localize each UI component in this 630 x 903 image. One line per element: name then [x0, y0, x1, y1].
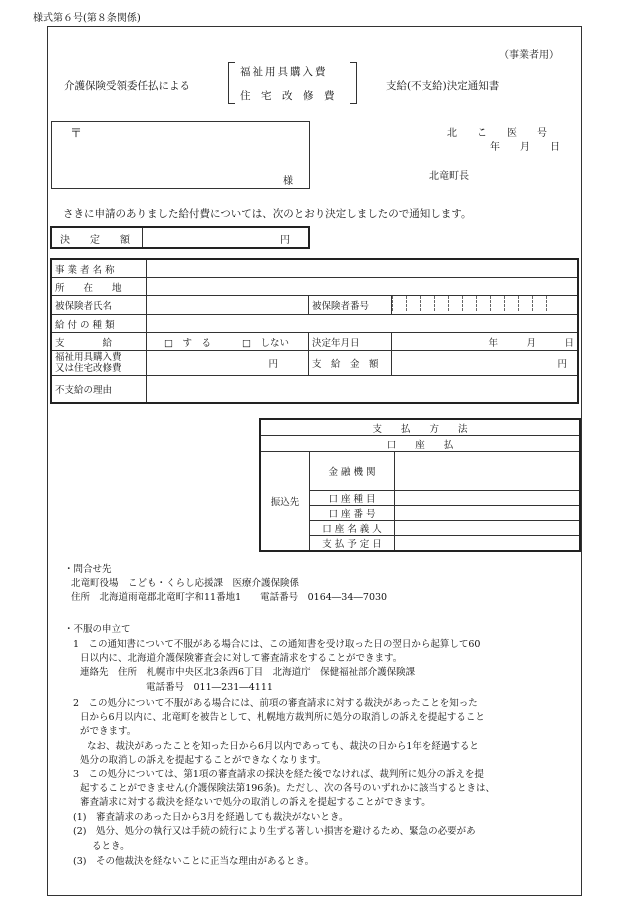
intro-text: さきに申請のありました給付費については、次のとおり決定しましたので通知します。: [63, 208, 472, 220]
decision-date-units: 年 月 日: [392, 333, 579, 351]
appeal-line-11: 起することができません(介護保険法第196条)。ただし、次の各号のいずれかに該当するときは、: [80, 783, 496, 794]
address-box: [51, 121, 310, 189]
sama: 様: [283, 176, 293, 187]
cost-label-2: 又は住宅改修費: [55, 363, 122, 374]
row-benefit-type: 給 付 の 種 類: [51, 315, 147, 333]
decided-amount-yen: 円: [280, 235, 290, 246]
row-address: 所 在 地: [51, 278, 147, 296]
appeal-line-5: 2 この処分について不服がある場合には、前項の審査請求に対する裁決があったことを知った: [73, 698, 478, 709]
business-name-value: [147, 259, 579, 278]
appeal-line-2: 日以内に、北海道介護保険審査会に対して審査請求をすることができます。: [80, 653, 403, 664]
row-cost: [51, 351, 147, 376]
title-housing: 住 宅 改 修 費: [240, 90, 335, 102]
appeal-line-14: (2) 処分、処分の執行又は手続の続行により生ずる著しい損害を避けるため、緊急の必要があ: [73, 826, 476, 837]
decided-amount-box: [50, 226, 310, 249]
title-left: 介護保険受領委任払による: [64, 80, 190, 92]
bank-value: [395, 452, 581, 491]
appeal-line-12: 審査請求に対する裁決を経ないで処分の取消しの訴えを提起することができます。: [80, 797, 431, 808]
pay-date-value: [395, 536, 581, 552]
address-value: [147, 278, 579, 296]
bracket-left: [228, 62, 235, 104]
pay-amount-yen: 円: [392, 351, 579, 376]
appeal-line-3: 連絡先 住所 札幌市中央区北3条西6丁目 北海道庁 保健福祉部介護保険課: [80, 667, 416, 678]
appeal-line-9: 処分の取消しの訴えを提起することができなくなります。: [80, 755, 327, 766]
acct-type-label: 口 座 種 目: [310, 491, 395, 506]
inquiry-address: 住所 北海道雨竜郡北竜町字和11番地1 電話番号 0164―34―7030: [71, 592, 388, 603]
acct-name-value: [395, 521, 581, 536]
cost-yen: 円: [147, 351, 309, 376]
pay-date-label: 支 払 予 定 日: [310, 536, 395, 552]
appeal-line-4: 電話番号 011―231―4111: [146, 682, 273, 693]
pay-yes-checkbox[interactable]: □ す る: [164, 337, 211, 349]
payment-method-table: [259, 418, 581, 552]
form-number: 様式第６号(第８条関係): [33, 13, 141, 24]
row-insured-name: 被保険者氏名: [51, 296, 147, 315]
document-number: 北 こ 医 号: [447, 128, 547, 139]
row-refusal-reason: 不支給の理由: [51, 376, 147, 404]
bracket-right: [350, 62, 357, 104]
refusal-reason-value: [147, 376, 579, 404]
row-insured-number: 被保険者番号: [309, 296, 392, 315]
row-business-name: 事 業 者 名 称: [51, 259, 147, 278]
insured-name-value: [147, 296, 309, 315]
appeal-line-10: 3 この処分については、第1項の審査請求の採決を経た後でなければ、裁判所に処分の訴えを提: [73, 769, 484, 780]
insured-number-cells: [392, 296, 579, 315]
row-payment: 支 給: [51, 333, 147, 351]
appeal-head: ・不服の申立て: [64, 624, 131, 635]
title-right: 支給(不支給)決定通知書: [386, 80, 500, 92]
inquiry-office: 北竜町役場 こども・くらし応援課 医療介護保険係: [71, 578, 300, 589]
benefit-type-value: [147, 315, 579, 333]
appeal-line-15: るとき。: [92, 841, 130, 852]
appeal-line-7: ができます。: [80, 726, 137, 737]
row-decision-date: 決定年月日: [309, 333, 392, 351]
appeal-line-1: 1 この通知書について不服がある場合には、この通知書を受け取った日の翌日から起算して60: [73, 639, 481, 650]
decided-amount-label: 決 定 額: [60, 235, 130, 246]
inquiry-head: ・問合せ先: [64, 564, 112, 575]
acct-type-value: [395, 491, 581, 506]
acct-no-value: [395, 506, 581, 521]
payment-method-header: 支 払 方 法: [260, 419, 580, 436]
copy-label: （事業者用）: [499, 50, 559, 61]
appeal-line-13: (1) 審査請求のあった日から3月を経過しても裁決がないとき。: [73, 812, 349, 823]
pay-no-checkbox[interactable]: □ しない: [242, 337, 289, 349]
document-date: 年 月 日: [490, 142, 560, 153]
appeal-line-6: 日から6月以内に、北竜町を被告として、札幌地方裁判所に処分の取消しの訴えを提起すること: [80, 712, 485, 723]
issuer: 北竜町長: [429, 171, 469, 182]
transfer-label: 振込先: [260, 452, 310, 552]
title-welfare: 福祉用具購入費: [240, 66, 328, 78]
bank-label: 金 融 機 関: [310, 452, 395, 491]
appeal-line-8: なお、裁決があったことを知った日から6月以内であっても、裁決の日から1年を経過すると: [87, 741, 479, 752]
acct-no-label: 口 座 番 号: [310, 506, 395, 521]
postal-mark: 〒: [70, 126, 83, 140]
payment-method-sub: 口 座 払: [260, 436, 580, 452]
acct-name-label: 口 座 名 義 人: [310, 521, 395, 536]
appeal-line-16: (3) その他裁決を経ないことに正当な理由があるとき。: [73, 856, 315, 867]
decision-table: [50, 258, 579, 404]
row-pay-amount: 支 給 金 額: [309, 351, 392, 376]
cost-label-1: 福祉用具購入費: [55, 352, 122, 363]
